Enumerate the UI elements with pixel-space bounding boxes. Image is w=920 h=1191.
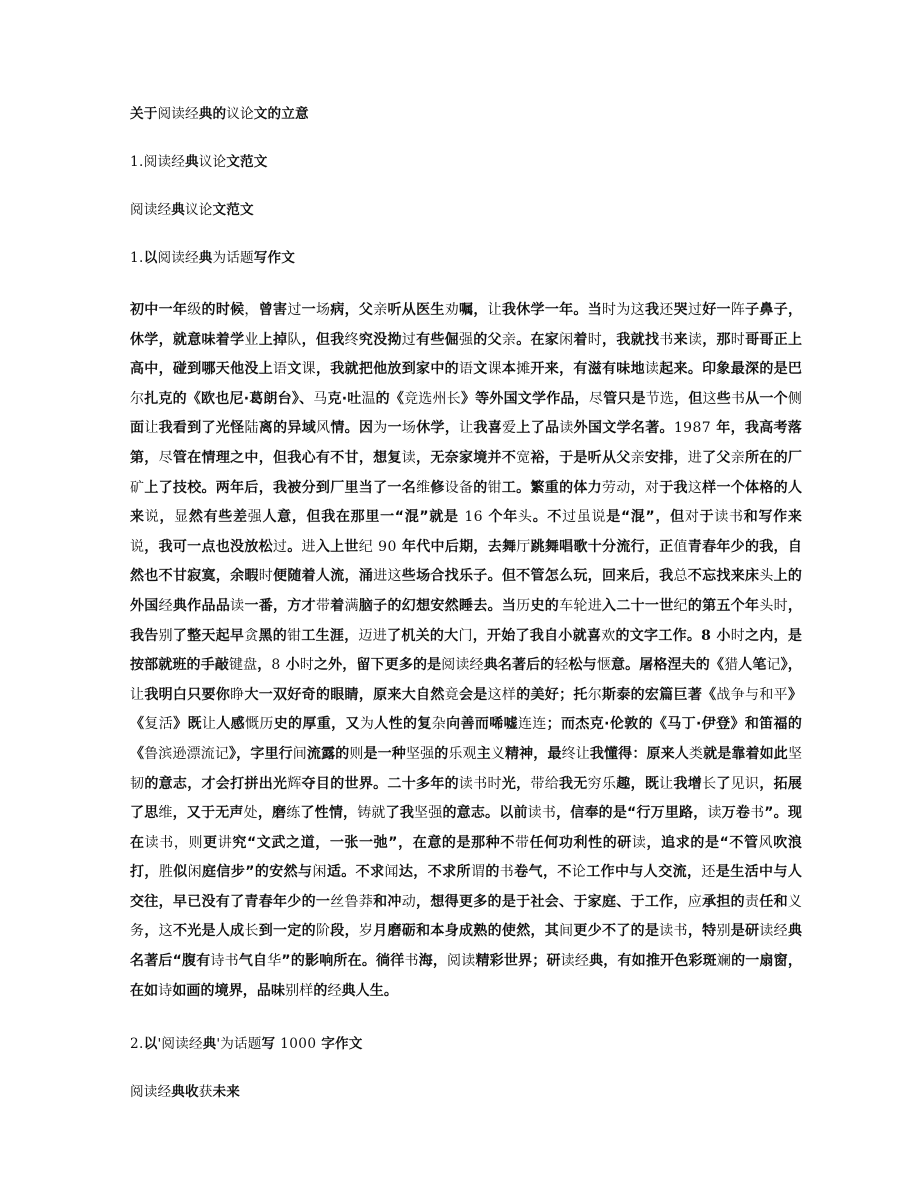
page-title: 关于阅读经典的议论文的立意 [130,106,309,122]
section-2-subtitle: 阅读经典收获未来 [130,1084,240,1101]
topic-1-heading: 1.以阅读经典为话题写作文 [130,250,295,266]
essay-paragraph-1: 初中一年级的时候，曾害过一场病，父亲听从医生劝嘱，让我休学一年。当时为这我还哭过好一阵子鼻子，休学，就意味着学业上掉队，但我终究没拗过有些倔强的父亲。在家闲着时，我就找书来读，那时哥哥正上高中，碰到哪天他没上语文课，我就把他放到家中的语文课本摊开来，有滋有味地读起来。印象最深的是巴尔扎克的《欧也尼·葛朗台》、马克·吐温的《竞选州长》等外国文学作品，尽管只是节选，但这些书从一个侧面让我看到了光怪陆离的异域风情。因为一场休学，让我喜爱上了品读外国文学名著。1987 年，我高考落第，尽管在情理之中，但我心有不甘，想复读，无奈家境并不宽裕，于是听从父亲安排，进了父亲所在的厂矿上了技校。两年后，我被分到厂里当了一名维修设备的钳工。繁重的体力劳动，对于我这样一个体格的人来说，显然有些差强人意，但我在那里一“混”就是 16 个年头。不过虽说是“混”，但对于读书和写作来说，我可一点也没放松过。进入上世纪 90 年代中后期，去舞厅跳舞唱歌十分流行，正值青春年少的我，自然也不甘寂寞，余暇时便随着人流，涌进这些场合找乐子。但不管怎么玩，回来后，我总不忘找来床头上的外国经典作品品读一番，方才带着满脑子的幻想安然睡去。当历史的车轮进入二十一世纪的第五个年头时，我告别了整天起早贪黑的钳工生涯，迈进了机关的大门，开始了我自小就喜欢的文字工作。8 小时之内，是按部就班的手敲键盘，8 小时之外，留下更多的是阅读经典名著后的轻松与惬意。屠格涅夫的《猎人笔记》，让我明白只要你睁大一双好奇的眼睛，原来大自然竟会是这样的美好；托尔斯泰的宏篇巨著《战争与和平》《复活》既让人感慨历史的厚重，又为人性的复杂向善而唏嘘连连；而杰克·伦敦的《马丁·伊登》和笛福的《鲁滨逊漂流记》，字里行间流露的则是一种坚强的乐观主义精神，最终让我懂得：原来人类就是靠着如此坚韧的意志，才会打拼出光辉夺目的世界。二十多年的读书时光，带给我无穷乐趣，既让我增长了见识，拓展了思维，又于无声处，磨练了性情，铸就了我坚强的意志。以前读书，信奉的是“行万里路，读万卷书”。现在读书，则更讲究“文武之道，一张一弛”，在意的是那种不带任何功利性的研读，追求的是“不管风吹浪打，胜似闲庭信步”的安然与闲适。不求闻达，不求所谓的书卷气，不论工作中与人交流，还是生活中与人交往，早已没有了青春年少的一丝鲁莽和冲动，想得更多的是于社会、于家庭、于工作，应承担的责任和义务，这不光是人成长到一定的阶段，岁月磨砺和本身成熟的使然，其间更少不了的是读书，特别是研读经典名著后“腹有诗书气自华”的影响所在。徜徉书海，阅读精彩世界；研读经典，有如推开色彩斑斓的一扇窗，在如诗如画的境界，品味别样的经典人生。 [130,302,803,999]
document-body [130,104,802,1190]
section-2-heading: 2.以'阅读经典'为话题写 1000 字作文 [130,1036,363,1053]
section-1-subtitle: 阅读经典议论文范文 [130,202,254,218]
section-1-heading: 1.阅读经典议论文范文 [130,154,268,170]
bottom-spacer [130,1130,802,1190]
